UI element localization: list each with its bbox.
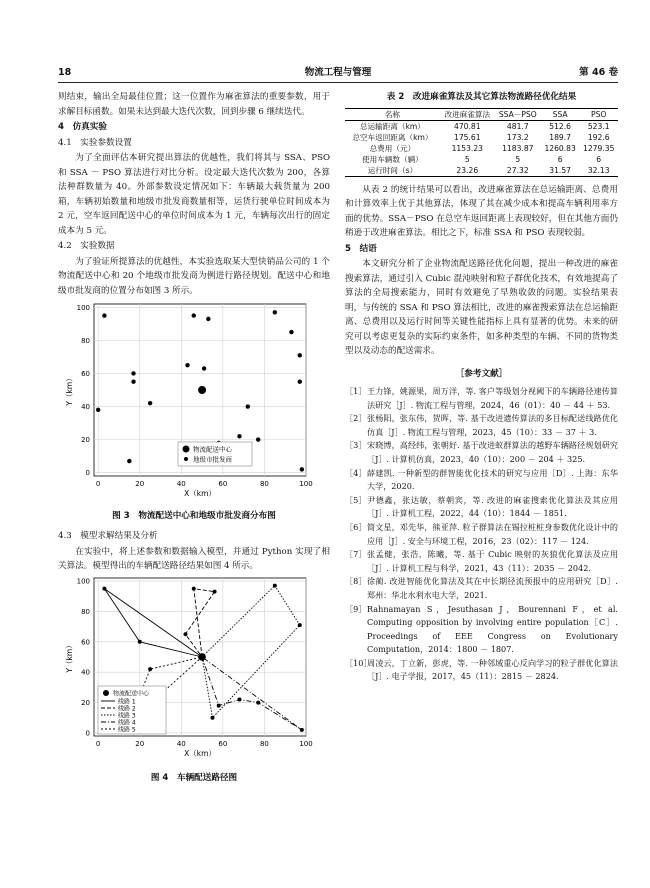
store-point [127,459,131,463]
header-rule [58,82,618,83]
table-cell: 1153.23 [451,143,483,153]
reference-item [345,412,618,439]
table-cell: 31.57 [541,165,580,177]
y-tick-label: 0 [85,728,90,737]
table-cell: 523.1 [587,121,610,131]
table-header-row [345,108,618,120]
legend-label: 地级市批发商 [193,455,232,464]
y-tick-label: 100 [76,303,90,312]
subsection-heading: 4.1 实验参数设置 [58,137,132,148]
store-point [96,408,100,412]
table-cell: 27.32 [495,165,541,177]
table-cell: 23.26 [440,165,495,177]
left-column [58,90,330,786]
reference-text: Rahnamayan S，Jesuthasan J，Bourennani F，et al. Computing opposition by involving entire population［C］. Proceedings of EEE Congress on Evolutionary Computation，2014：1800 － 1807. [367,603,618,655]
table-cell: 481.7 [506,121,529,131]
y-tick-label: 20 [81,436,90,445]
table-cell: 1279.35 [583,143,615,153]
x-tick-label: 40 [176,739,186,748]
table-cell: 5 [515,154,521,164]
table-row [345,165,618,177]
figure-4-caption: 图 4 车辆配送路径图 [150,773,238,783]
table-row [345,132,618,143]
reference-item [345,575,618,602]
table-caption: 表 2 改进麻雀算法及其它算法物流路径优化结果 [386,92,577,102]
reference-list [345,385,618,684]
reference-item [345,657,618,684]
table-cell: 192.6 [587,132,610,142]
store-point [206,317,210,321]
reference-text: 薛建凯. 一种新型的群智能优化技术的研究与应用［D］. 上海：东华大学，2020. [367,467,618,492]
reference-number: ［7］ [345,549,367,560]
center-point [198,653,206,661]
reference-number: ［1］ [345,386,367,396]
reference-text: 尹德鑫，张达敏，蔡朝宾，等. 改进的麻雀搜索优化算法及其应用［J］. 计算机工程，2022，44（10）：1844 － 1851. [367,494,618,519]
legend-store-marker [184,457,188,461]
route-stop [300,727,304,731]
y-tick-label: 60 [81,637,90,646]
paragraph: 为了全面评估本研究提出算法的优越性，我们将其与 SSA、PSO 和 SSA － PSO 算法进行对比分析。设定最大迭代次数为 200，各算法种群数量为 40。外部参数设定情况如下：车辆最大载货量为 200 箱，车辆初始数量和地级市批发商数量相等，运货行驶单位时间成本为 2 元，空车返回配送中心的单位时间成本为 1 元，车辆每次出行的固定成本为 5 元。 [58,153,330,236]
x-tick-label: 100 [299,480,313,488]
x-tick-label: 60 [218,739,228,748]
reference-item [345,494,618,521]
paragraph: 在实验中，将上述参数和数据输入模型，并通过 Python 实现了相关算法。模型得出的车辆配送路径结果如图 4 所示。 [58,546,330,571]
route-stop [237,697,241,701]
route-stop [217,703,221,707]
figure-3-caption: 图 3 物流配送中心和地级市批发商分布图 [112,510,276,521]
y-axis-label: Y（km） [65,374,74,406]
table-cell: 470.81 [453,121,481,131]
table-cell: 总费用（元） [369,143,416,153]
table-header-cell: 改进麻雀算法 [440,108,495,120]
references-heading: ［参考文献］ [455,368,508,379]
store-point [131,371,135,375]
table-header-cell: PSO [579,108,618,120]
store-point [185,363,189,367]
store-point [148,401,152,405]
route-stop [183,632,187,636]
y-tick-label: 40 [81,668,90,677]
route-stop [138,639,142,643]
table-cell: 189.7 [549,132,572,142]
reference-text: 周凌云，丁立新，彭虎，等. 一种邻域重心反向学习的粒子群优化算法［J］. 电子学报，2017，45（11）：2815 － 2824. [367,657,618,682]
reference-number: ［8］ [345,576,367,587]
y-tick-label: 0 [85,469,90,478]
x-tick-label: 20 [135,480,145,488]
reference-number: ［9］ [345,603,367,614]
x-axis-label: X（km） [184,489,216,498]
journal-title: 物流工程与管理 [304,67,372,78]
legend-label: 物流配送中心 [113,690,150,697]
y-tick-label: 40 [81,403,90,412]
reference-item [345,467,618,494]
x-tick-label: 60 [218,480,228,488]
reference-number: ［4］ [345,467,367,478]
reference-number: ［6］ [345,521,367,532]
reference-text: 徐蔺. 改进智能优化算法及其在中长期径流预报中的应用研究［D］. 郑州：华北水利水电大学，2021. [367,576,618,600]
route-stop [210,715,214,719]
x-tick-label: 40 [176,480,186,488]
legend-label: 线路 5 [118,725,136,733]
table-cell: 173.2 [506,132,529,142]
reference-item [345,439,618,466]
legend-center-marker [103,690,109,696]
store-point [273,310,277,314]
reference-item [345,521,618,548]
subsection-heading: 4.3 模型求解结果及分析 [58,531,158,541]
x-tick-label: 20 [135,739,145,748]
paragraph: 从表 2 的统计结果可以看出，改进麻雀算法在总运输距离、总费用和计算效率上优于其他算法，体现了其在减少成本和提高车辆利用率方面的优势。SSA－PSO 在总空车返回距离上表现较好，但在其他方面仍稍逊于改进麻雀算法。相比之下，标准 SSA 和 PSO 表现较弱。 [345,184,618,238]
reference-item [345,548,618,575]
table-cell: 32.13 [579,165,618,177]
route-stop [213,589,217,593]
reference-number: ［10］ [345,657,372,668]
table-row [345,154,618,165]
section-heading: 5 结语 [345,243,377,254]
reference-number: ［2］ [345,413,367,424]
table-header-cell: 名称 [345,108,440,120]
table-cell: 运行时间（s） [345,165,440,177]
store-point [256,437,260,441]
paragraph: 为了验证所提算法的优越性，本实验选取某大型快销品公司的 1 个物流配送中心和 20 个地级市批发商为例进行路径规划。配送中心和地级市批发商的位置分布如图 3 所示。 [58,256,330,296]
store-point [102,313,106,317]
table-header-cell: SSA－PSO [495,108,541,120]
store-point [298,380,302,384]
reference-item [345,385,618,412]
reference-number: ［3］ [345,440,367,451]
store-point [237,434,241,438]
table-cell: 6 [557,154,563,164]
x-tick-label: 80 [259,480,269,488]
subsection-heading: 4.2 实验数据 [58,241,115,251]
x-tick-label: 0 [95,739,101,748]
x-tick-label: 100 [299,739,313,748]
section-heading: 4 仿真实验 [58,122,107,132]
route-stop [148,667,152,671]
table-cell: 5 [464,154,470,164]
y-axis-label: Y（km） [65,640,74,673]
x-tick-label: 80 [259,739,269,748]
store-point [246,404,250,408]
y-tick-label: 20 [81,698,90,707]
route-stop [102,586,106,590]
route-stop [298,623,302,627]
route-stop [192,586,196,590]
route-stop [273,583,277,587]
paragraph: 本文研究分析了企业物流配送路径优化问题，提出一种改进的麻雀搜索算法，通过引入 Cubic 混沌映射和粒子群优化技术，有效地提高了算法的全局搜索能力，同时有效避免了早熟收敛的问题。实验结果表明，与传统的 SSA 和 PSO 算法相比，改进的麻雀搜索算法在总运输距离、总费用以及运行时间等关键性能指标上具有显著的优势。未来的研究可以考虑更复杂的实际约束条件，如多种类型的车辆、不同的货物类型以及动态的配送需求。 [345,259,618,356]
y-tick-label: 100 [76,577,90,586]
table-cell: 512.6 [549,121,572,131]
table-cell: 1260.83 [544,143,576,153]
store-point [300,467,304,471]
table-cell: 6 [596,154,602,164]
store-point [192,313,196,317]
y-tick-label: 60 [81,369,90,378]
legend-label: 线路 2 [118,704,136,712]
legend-label: 线路 4 [118,718,136,726]
store-point [298,353,302,357]
reference-number: ［5］ [345,494,367,505]
table-cell: 1183.87 [502,143,534,153]
y-tick-label: 80 [81,336,90,345]
legend-label: 物流配送中心 [193,445,232,454]
y-tick-label: 80 [81,607,90,616]
table-cell: 175.61 [453,132,481,142]
legend-label: 线路 3 [118,711,136,719]
table-cell: 总运输距离（km） [359,121,425,131]
table-header-cell: SSA [541,108,580,120]
figure-4-routes [58,574,330,766]
table-cell: 总空车返回距离（km） [352,132,433,142]
paragraph: 则结束，输出全局最佳位置；这一位置作为麻雀算法的重要参数，用于求解目标函数。如果未达到最大迭代次数，回到步骤 6 继续迭代。 [58,92,330,117]
results-table [345,108,618,177]
running-header [58,66,618,80]
table-cell: 使用车辆数（辆） [362,154,423,164]
center-point [198,386,206,394]
right-column [345,90,618,684]
reference-text: 王力锋，姚源果，周万洋，等. 客户等级划分视阈下的车辆路径速传算法研究［J］. 物流工程与管理，2024，46（01）：40 － 44 ＋ 53. [367,386,618,410]
reference-text: 张孟健，张浩，陈曦，等. 基于 Cubic 映射的灰狼优化算法及应用［J］. 计算机工程与科学，2021，43（11）：2035 － 2042. [367,549,618,573]
figure-3-scatter [58,298,330,503]
x-tick-label: 0 [95,480,101,488]
page-number: 18 [58,67,72,78]
legend-center-marker [183,446,190,453]
route-stop [256,700,260,704]
store-point [289,330,293,334]
reference-text: 简文星，邓先华，熊亚萍. 粒子群算法在锡拉桩桩身参数优化设计中的应用［J］. 安全与环境工程，2016，23（02）：117 － 124. [367,521,618,546]
table-row [345,120,618,132]
reference-text: 宋晓博，高经纬，张朝好. 基于改进蚁群算法的越野车辆路径规划研究［J］. 计算机仿真，2023，40（10）：200 － 204 ＋ 325. [367,440,618,464]
reference-text: 张杨阳，张东伟，贺晖，等. 基于改进遗传算法的多目标配送线路优化仿真［J］. 物流工程与管理，2023，45（10）：33 － 37 ＋ 3. [367,413,618,437]
store-point [131,380,135,384]
store-point [202,366,206,370]
x-axis-label: X（km） [184,748,216,758]
reference-item [345,603,618,657]
table-row [345,143,618,154]
legend-label: 线路 1 [118,697,136,705]
volume-label: 第 46 卷 [579,67,618,78]
